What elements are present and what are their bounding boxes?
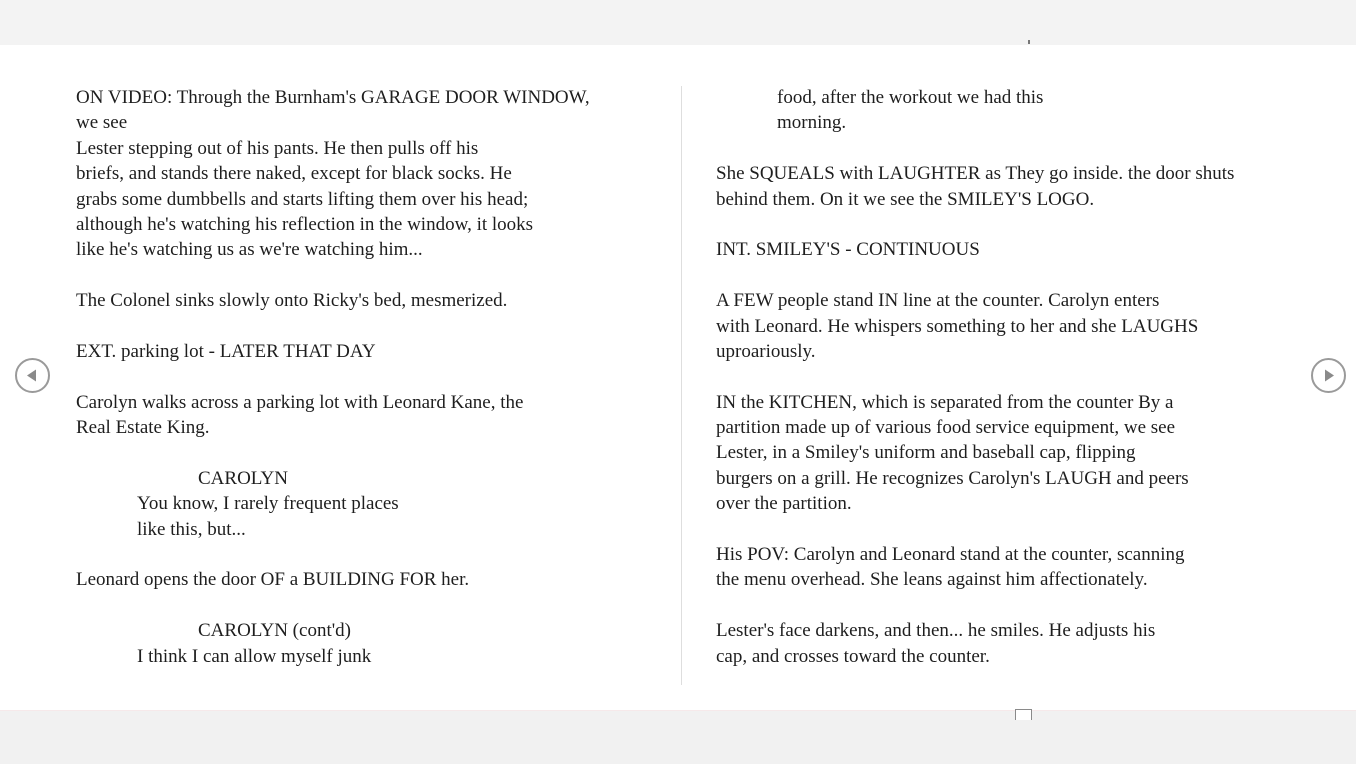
script-line: over the partition.: [716, 493, 852, 515]
script-line: grabs some dumbbells and starts lifting them over his head;: [76, 188, 529, 210]
script-line: behind them. On it we see the SMILEY'S LOGO.: [716, 188, 1095, 210]
spacer: [76, 593, 590, 618]
script-line: She SQUEALS with LAUGHTER as They go inside. the door shuts: [716, 163, 1235, 185]
script-line: uproariously.: [716, 340, 816, 362]
script-line: ON VIDEO: Through the Burnham's GARAGE DOOR WINDOW,: [76, 87, 590, 108]
top-toolbar: [0, 0, 1356, 45]
progress-slider-handle[interactable]: [1015, 709, 1032, 720]
script-line: briefs, and stands there naked, except for black socks. He: [76, 163, 512, 185]
character-name: CAROLYN: [198, 467, 288, 489]
script-line: His POV: Carolyn and Leonard stand at the counter, scanning: [716, 544, 1185, 566]
script-line: we see: [76, 112, 128, 134]
script-line: Real Estate King.: [76, 417, 210, 439]
script-line: A FEW people stand IN line at the counter. Carolyn enters: [716, 290, 1160, 312]
spacer: [76, 542, 590, 567]
dialogue-line: morning.: [777, 112, 847, 134]
spacer: [716, 593, 1234, 618]
triangle-right-icon: [1313, 360, 1344, 391]
script-line: although he's watching his reflection in the window, it looks: [76, 213, 534, 235]
scroll-tick-mark: [1028, 40, 1030, 44]
scene-heading: EXT. parking lot - LATER THAT DAY: [76, 340, 376, 362]
script-line: IN the KITCHEN, which is separated from the counter By a: [716, 391, 1174, 413]
script-line: Lester stepping out of his pants. He then pulls off his: [76, 137, 479, 159]
script-line: partition made up of various food service equipment, we see: [716, 417, 1176, 439]
dialogue-line: like this, but...: [137, 518, 246, 540]
bottom-toolbar: [0, 710, 1356, 764]
script-line: burgers on a grill. He recognizes Carolyn's LAUGH and peers: [716, 467, 1189, 489]
page-divider: [681, 86, 682, 685]
script-line: with Leonard. He whispers something to her and she LAUGHS: [716, 315, 1199, 337]
dialogue-line: food, after the workout we had this: [777, 87, 1044, 108]
spacer: [716, 212, 1234, 237]
next-page-button[interactable]: [1311, 358, 1346, 393]
dialogue-line: I think I can allow myself junk: [137, 645, 372, 667]
spacer: [76, 440, 590, 465]
spacer: [716, 364, 1234, 389]
triangle-left-icon: [17, 360, 48, 391]
script-line: like he's watching us as we're watching him...: [76, 239, 423, 261]
spacer: [716, 136, 1234, 161]
script-line: the menu overhead. She leans against him affectionately.: [716, 569, 1148, 591]
left-page: [76, 85, 590, 669]
previous-page-button[interactable]: [15, 358, 50, 393]
script-line: Leonard opens the door OF a BUILDING FOR her.: [76, 569, 470, 591]
script-line: cap, and crosses toward the counter.: [716, 645, 990, 667]
spacer: [716, 517, 1234, 542]
right-page: [716, 85, 1234, 669]
scene-heading: INT. SMILEY'S - CONTINUOUS: [716, 239, 980, 261]
script-line: Lester, in a Smiley's uniform and baseball cap, flipping: [716, 442, 1136, 464]
spacer: [76, 263, 590, 288]
character-name: CAROLYN (cont'd): [198, 620, 351, 642]
script-line: Lester's face darkens, and then... he smiles. He adjusts his: [716, 620, 1156, 642]
script-line: Carolyn walks across a parking lot with Leonard Kane, the: [76, 391, 524, 413]
spacer: [76, 314, 590, 339]
spacer: [716, 263, 1234, 288]
script-line: The Colonel sinks slowly onto Ricky's bed, mesmerized.: [76, 290, 508, 312]
dialogue-line: You know, I rarely frequent places: [137, 493, 399, 515]
spacer: [76, 364, 590, 389]
